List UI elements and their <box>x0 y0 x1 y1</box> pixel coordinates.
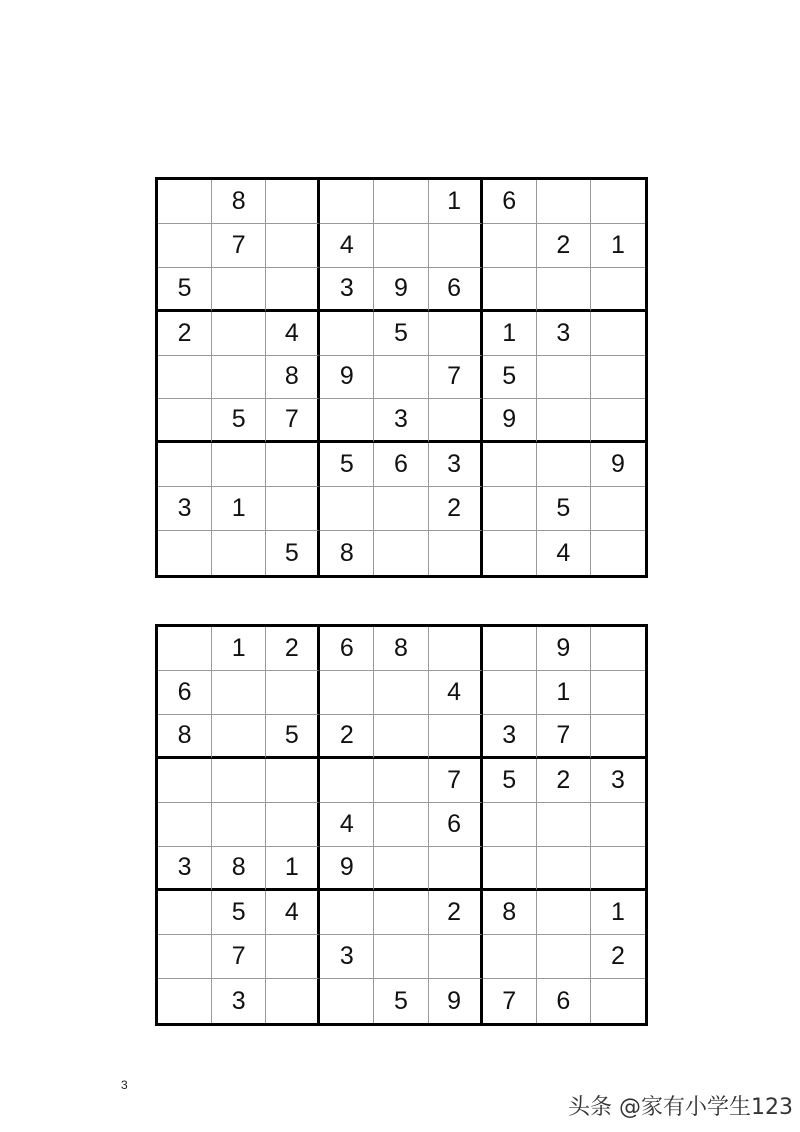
sudoku-cell: 6 <box>429 803 483 847</box>
sudoku-cell: 3 <box>537 312 591 356</box>
sudoku-cell: 6 <box>537 979 591 1023</box>
sudoku-cell: 7 <box>212 224 266 268</box>
sudoku-cell: 6 <box>374 443 428 487</box>
sudoku-cell <box>591 312 645 356</box>
sudoku-cell <box>266 979 320 1023</box>
sudoku-cell <box>158 531 212 575</box>
sudoku-cell <box>158 356 212 400</box>
sudoku-cell: 2 <box>537 224 591 268</box>
sudoku-cell <box>591 627 645 671</box>
sudoku-cell <box>374 847 428 891</box>
sudoku-cell <box>266 180 320 224</box>
sudoku-cell <box>374 487 428 531</box>
sudoku-cell: 8 <box>374 627 428 671</box>
sudoku-cell <box>266 487 320 531</box>
sudoku-cell: 5 <box>266 531 320 575</box>
sudoku-cell <box>374 715 428 759</box>
sudoku-cell <box>429 312 483 356</box>
sudoku-cell <box>158 627 212 671</box>
sudoku-grid-1 <box>155 177 648 578</box>
sudoku-cell: 2 <box>266 627 320 671</box>
sudoku-cell <box>374 935 428 979</box>
sudoku-cell <box>591 847 645 891</box>
sudoku-cell <box>374 224 428 268</box>
sudoku-cell <box>429 627 483 671</box>
sudoku-cell <box>483 671 537 715</box>
sudoku-cell <box>320 759 374 803</box>
sudoku-cell: 7 <box>429 356 483 400</box>
sudoku-grid-2 <box>155 624 648 1026</box>
sudoku-cell: 5 <box>158 268 212 312</box>
sudoku-cell: 3 <box>374 399 428 443</box>
sudoku-cell: 3 <box>212 979 266 1023</box>
sudoku-cell: 5 <box>374 312 428 356</box>
sudoku-cell <box>158 891 212 935</box>
sudoku-cell <box>591 979 645 1023</box>
sudoku-cell <box>483 443 537 487</box>
sudoku-cell: 4 <box>537 531 591 575</box>
sudoku-cell: 3 <box>320 935 374 979</box>
sudoku-cell <box>212 715 266 759</box>
sudoku-cell <box>266 224 320 268</box>
sudoku-cell <box>374 531 428 575</box>
sudoku-cell: 9 <box>320 356 374 400</box>
sudoku-cell: 4 <box>266 312 320 356</box>
sudoku-cell: 8 <box>266 356 320 400</box>
sudoku-cell <box>320 312 374 356</box>
sudoku-cell: 5 <box>374 979 428 1023</box>
sudoku-cell <box>266 671 320 715</box>
sudoku-cell <box>591 487 645 531</box>
sudoku-cell: 1 <box>483 312 537 356</box>
sudoku-cell: 5 <box>483 356 537 400</box>
sudoku-cell: 1 <box>591 224 645 268</box>
sudoku-cell <box>483 268 537 312</box>
sudoku-cell <box>212 803 266 847</box>
sudoku-cell <box>591 268 645 312</box>
sudoku-cell: 5 <box>266 715 320 759</box>
sudoku-cell <box>320 180 374 224</box>
sudoku-cell <box>591 715 645 759</box>
sudoku-cell <box>483 627 537 671</box>
sudoku-cell <box>212 268 266 312</box>
sudoku-cell <box>212 531 266 575</box>
sudoku-cell <box>374 356 428 400</box>
sudoku-cell: 9 <box>429 979 483 1023</box>
sudoku-cell: 1 <box>429 180 483 224</box>
sudoku-cell <box>537 180 591 224</box>
sudoku-cell <box>266 268 320 312</box>
sudoku-cell: 6 <box>158 671 212 715</box>
sudoku-cell <box>591 803 645 847</box>
sudoku-cell <box>429 715 483 759</box>
sudoku-cell: 4 <box>320 803 374 847</box>
sudoku-cell <box>537 356 591 400</box>
sudoku-cell <box>591 180 645 224</box>
sudoku-cell: 5 <box>320 443 374 487</box>
sudoku-cell: 7 <box>537 715 591 759</box>
sudoku-cell <box>429 847 483 891</box>
sudoku-cell <box>374 891 428 935</box>
sudoku-cell: 9 <box>537 627 591 671</box>
sudoku-cell <box>537 399 591 443</box>
sudoku-cell <box>266 443 320 487</box>
sudoku-cell <box>158 759 212 803</box>
sudoku-cell: 5 <box>212 399 266 443</box>
sudoku-cell: 2 <box>158 312 212 356</box>
sudoku-cell: 1 <box>212 487 266 531</box>
sudoku-cell: 6 <box>429 268 483 312</box>
sudoku-cell <box>212 312 266 356</box>
sudoku-cell: 9 <box>320 847 374 891</box>
sudoku-cell: 5 <box>212 891 266 935</box>
sudoku-cell <box>483 487 537 531</box>
sudoku-cell: 8 <box>158 715 212 759</box>
sudoku-cell <box>158 935 212 979</box>
sudoku-cell <box>158 803 212 847</box>
sudoku-cell: 1 <box>537 671 591 715</box>
sudoku-cell <box>591 399 645 443</box>
sudoku-cell: 3 <box>483 715 537 759</box>
sudoku-cell <box>591 356 645 400</box>
sudoku-cell <box>266 759 320 803</box>
sudoku-cell: 9 <box>483 399 537 443</box>
sudoku-cell <box>537 847 591 891</box>
sudoku-cell: 3 <box>429 443 483 487</box>
sudoku-cell: 3 <box>158 847 212 891</box>
sudoku-cell: 8 <box>483 891 537 935</box>
sudoku-cell: 7 <box>266 399 320 443</box>
sudoku-cell <box>374 803 428 847</box>
sudoku-cell <box>537 935 591 979</box>
sudoku-cell <box>591 531 645 575</box>
sudoku-cell: 9 <box>374 268 428 312</box>
sudoku-cell <box>537 268 591 312</box>
sudoku-cell <box>537 803 591 847</box>
sudoku-cell: 4 <box>266 891 320 935</box>
watermark: 头条 @家有小学生123 <box>568 1095 793 1120</box>
sudoku-cell <box>591 671 645 715</box>
sudoku-cell: 8 <box>320 531 374 575</box>
sudoku-cell: 2 <box>429 487 483 531</box>
sudoku-cell <box>212 443 266 487</box>
sudoku-cell <box>483 224 537 268</box>
sudoku-cell: 3 <box>158 487 212 531</box>
sudoku-cell <box>374 759 428 803</box>
sudoku-cell <box>320 891 374 935</box>
sudoku-cell <box>158 224 212 268</box>
sudoku-cell <box>158 979 212 1023</box>
sudoku-cell: 7 <box>429 759 483 803</box>
sudoku-cell: 2 <box>537 759 591 803</box>
sudoku-cell: 3 <box>591 759 645 803</box>
sudoku-cell <box>374 671 428 715</box>
sudoku-cell <box>212 759 266 803</box>
sudoku-cell <box>483 803 537 847</box>
sudoku-cell: 3 <box>320 268 374 312</box>
page-number: 3 <box>121 1078 128 1092</box>
sudoku-cell: 5 <box>537 487 591 531</box>
sudoku-cell: 7 <box>483 979 537 1023</box>
sudoku-cell: 1 <box>212 627 266 671</box>
sudoku-cell <box>483 847 537 891</box>
sudoku-cell <box>429 224 483 268</box>
sudoku-cell: 2 <box>429 891 483 935</box>
sudoku-cell <box>266 803 320 847</box>
sudoku-cell: 8 <box>212 180 266 224</box>
sudoku-cell <box>429 399 483 443</box>
sudoku-cell <box>429 531 483 575</box>
sudoku-cell <box>212 356 266 400</box>
sudoku-cell: 6 <box>483 180 537 224</box>
sudoku-cell: 9 <box>591 443 645 487</box>
sudoku-cell <box>158 180 212 224</box>
sudoku-cell: 6 <box>320 627 374 671</box>
sudoku-cell: 8 <box>212 847 266 891</box>
sudoku-cell <box>537 443 591 487</box>
sudoku-cell: 7 <box>212 935 266 979</box>
sudoku-cell <box>320 979 374 1023</box>
sudoku-cell <box>266 935 320 979</box>
sudoku-cell <box>429 935 483 979</box>
sudoku-cell: 1 <box>591 891 645 935</box>
sudoku-cell <box>483 531 537 575</box>
sudoku-cell <box>158 443 212 487</box>
sudoku-cell: 5 <box>483 759 537 803</box>
sudoku-cell <box>320 671 374 715</box>
sudoku-cell <box>320 487 374 531</box>
sudoku-cell: 4 <box>429 671 483 715</box>
sudoku-cell: 2 <box>591 935 645 979</box>
sudoku-cell: 2 <box>320 715 374 759</box>
sudoku-cell <box>483 935 537 979</box>
sudoku-cell <box>537 891 591 935</box>
sudoku-cell <box>374 180 428 224</box>
sudoku-cell: 1 <box>266 847 320 891</box>
sudoku-cell <box>212 671 266 715</box>
sudoku-cell: 4 <box>320 224 374 268</box>
sudoku-cell <box>320 399 374 443</box>
sudoku-cell <box>158 399 212 443</box>
